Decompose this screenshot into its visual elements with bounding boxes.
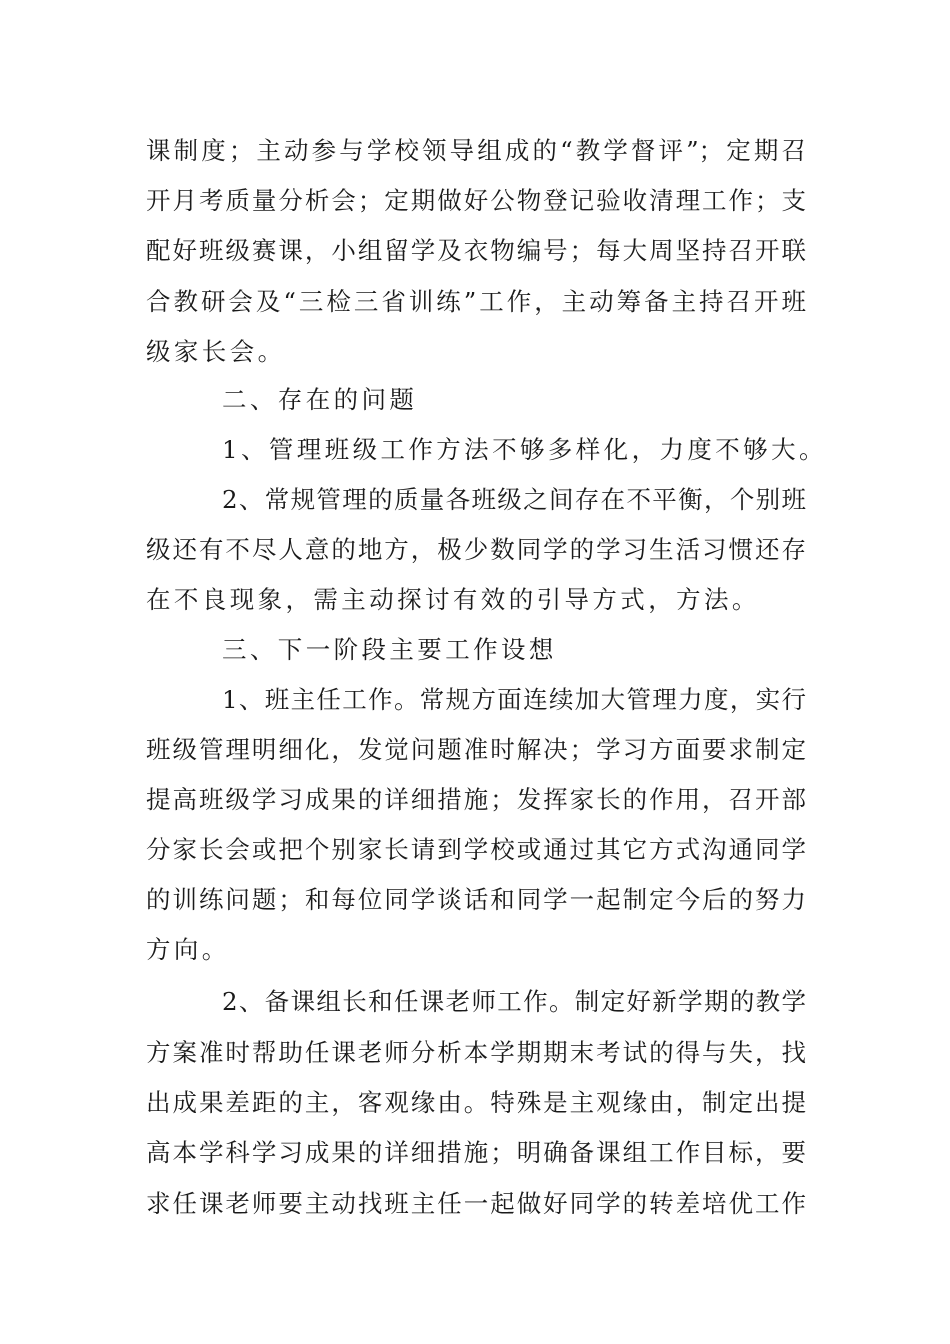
text-line: 课制度；主动参与学校领导组成的“教学督评”；定期召 <box>146 136 806 165</box>
text-line: 的训练问题；和每位同学谈话和同学一起制定今后的努力 <box>146 885 806 914</box>
list-item: 1、班主任工作。常规方面连续加大管理力度，实行 <box>222 685 806 714</box>
text-line: 班级管理明细化，发觉问题准时解决；学习方面要求制定 <box>146 735 806 764</box>
text-line: 在不良现象，需主动探讨有效的引导方式，方法。 <box>146 585 760 614</box>
text-line: 出成果差距的主，客观缘由。特殊是主观缘由，制定出提 <box>146 1088 806 1117</box>
list-item: 1、管理班级工作方法不够多样化，力度不够大。 <box>222 435 827 464</box>
text-line: 合教研会及“三检三省训练”工作，主动筹备主持召开班 <box>146 287 806 316</box>
text-line: 提高班级学习成果的详细措施；发挥家长的作用，召开部 <box>146 785 806 814</box>
text-line: 方案准时帮助任课老师分析本学期期末考试的得与失，找 <box>146 1038 806 1067</box>
section-heading: 三、下一阶段主要工作设想 <box>222 635 557 664</box>
text-line: 高本学科学习成果的详细措施；明确备课组工作目标，要 <box>146 1138 806 1167</box>
list-item: 2、常规管理的质量各班级之间存在不平衡，个别班 <box>222 485 806 514</box>
text-line: 开月考质量分析会；定期做好公物登记验收清理工作；支 <box>146 186 806 215</box>
text-line: 方向。 <box>146 935 230 964</box>
list-item: 2、备课组长和任课老师工作。制定好新学期的教学 <box>222 987 806 1016</box>
text-line: 配好班级赛课，小组留学及衣物编号；每大周坚持召开联 <box>146 236 806 265</box>
text-line: 分家长会或把个别家长请到学校或通过其它方式沟通同学 <box>146 835 806 864</box>
text-line: 级还有不尽人意的地方，极少数同学的学习生活习惯还存 <box>146 535 806 564</box>
text-line: 级家长会。 <box>146 337 286 366</box>
text-line: 求任课老师要主动找班主任一起做好同学的转差培优工作 <box>146 1189 806 1218</box>
section-heading: 二、存在的问题 <box>222 385 418 414</box>
